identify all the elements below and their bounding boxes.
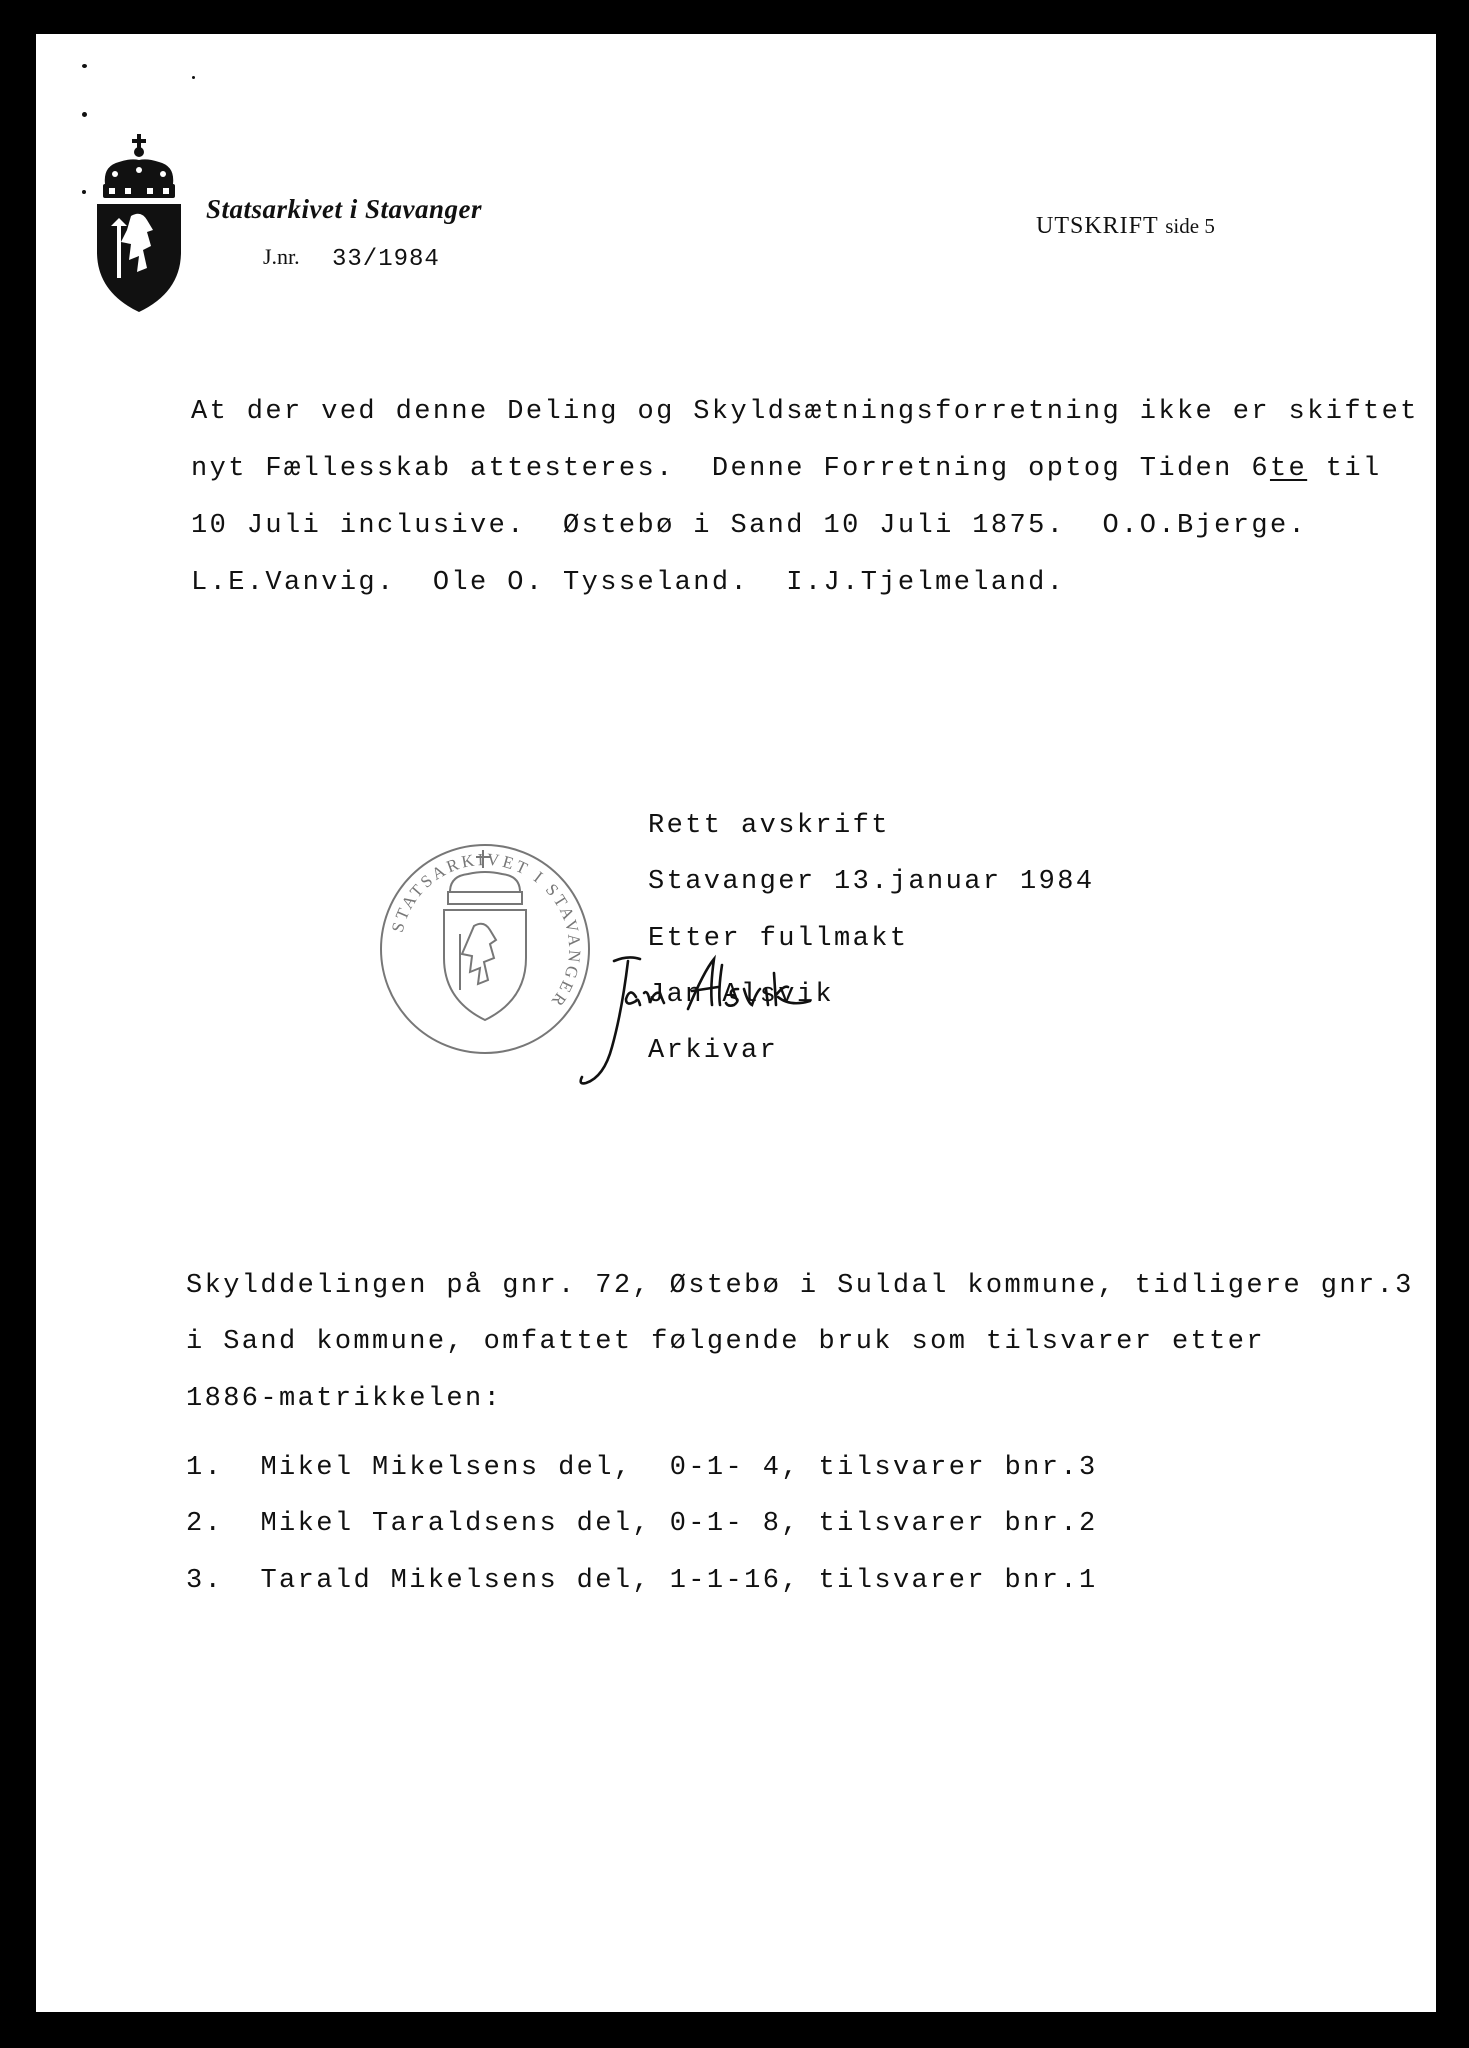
document-type [1036,213,1215,240]
list-item-number: 2. [186,1509,224,1539]
document-page [36,34,1436,2012]
page-number: side 5 [1165,214,1215,238]
attestation-line: Rett avskrift [648,811,890,841]
scan-speck [82,190,86,194]
scan-speck [82,64,87,68]
paragraph-line-text: nyt Fællesskab attesteres. Denne Forretning optog Tiden 6 [191,454,1270,484]
list-item-name: Mikel Taraldsens del, [260,1509,652,1539]
journal-number: 33/1984 [332,246,440,273]
list-item [186,1453,1098,1483]
paragraph-line-tail: til [1307,454,1382,484]
journal-label: J.nr. [263,244,300,269]
attestation-date: Stavanger 13.januar 1984 [648,867,1095,897]
institution-name: Statsarkivet i Stavanger [206,194,483,224]
scan-speck [192,76,195,79]
seal-legend-text: STATSARKIVET I STAVANGER [387,849,585,1013]
paragraph-line: L.E.Vanvig. Ole O. Tysseland. I.J.Tjelmeland. [191,568,1066,598]
list-item-skyld: 0-1- 8, [669,1509,800,1539]
list-item-match: tilsvarer bnr.2 [818,1509,1098,1539]
list-item-name: Tarald Mikelsens del, [260,1566,652,1596]
list-item-match: tilsvarer bnr.3 [818,1453,1098,1483]
scan-speck [82,112,87,117]
coat-of-arms-icon [91,134,187,314]
paragraph-line: 10 Juli inclusive. Østebø i Sand 10 Juli 1875. O.O.Bjerge. [191,511,1308,541]
summary-line: Skylddelingen på gnr. 72, Østebø i Suldal kommune, tidligere gnr.3 [186,1271,1414,1301]
archive-seal [376,840,594,1058]
ordinal-suffix: te [1269,454,1308,484]
list-item-name: Mikel Mikelsens del, [260,1453,633,1483]
attestation-authority: Etter fullmakt [648,924,909,954]
paragraph-line [191,454,1382,484]
signer-title: Arkivar [648,1036,779,1066]
list-item-skyld: 0-1- 4, [669,1453,800,1483]
list-item-match: tilsvarer bnr.1 [818,1566,1098,1596]
list-item-number: 3. [186,1566,224,1596]
seal-legend [388,850,585,1012]
summary-line: i Sand kommune, omfattet følgende bruk som tilsvarer etter [186,1327,1265,1357]
list-item [186,1509,1098,1539]
list-item [186,1566,1098,1596]
paragraph-line: At der ved denne Deling og Skyldsætningsforretning ikke er skiftet [191,397,1419,427]
document-type-label: UTSKRIFT [1036,213,1159,239]
signature [578,951,838,1101]
list-item-number: 1. [186,1453,224,1483]
list-item-skyld: 1-1-16, [669,1566,800,1596]
signer-name: Jan Alsvik [648,980,835,1010]
summary-line: 1886-matrikkelen: [186,1384,503,1414]
